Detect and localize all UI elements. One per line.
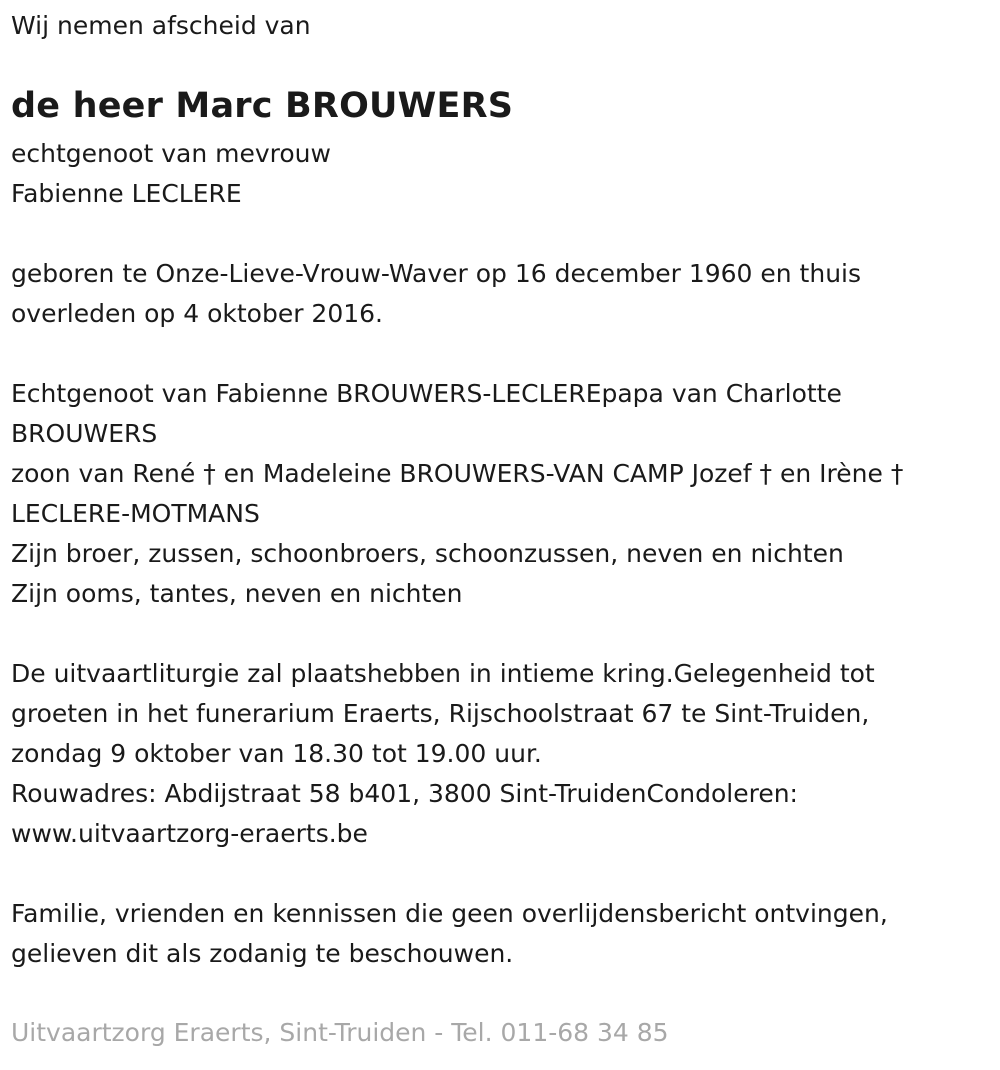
condolence-url: www.uitvaartzorg-eraerts.be (11, 819, 368, 848)
spacer (11, 854, 986, 894)
funeral-line: De uitvaartliturgie zal plaatshebben in intieme kring.Gelegenheid tot (11, 659, 875, 688)
intro-text: Wij nemen afscheid van (11, 11, 311, 40)
birth-line-2: overleden op 4 oktober 2016. (11, 299, 383, 328)
spouse-line-1: echtgenoot van mevrouw (11, 139, 331, 168)
closing-section (11, 894, 986, 974)
family-line: BROUWERS (11, 419, 158, 448)
spacer (11, 214, 986, 254)
family-line: Zijn broer, zussen, schoonbroers, schoonzussen, neven en nichten (11, 539, 844, 568)
family-line: zoon van René † en Madeleine BROUWERS-VAN CAMP Jozef † en Irène † (11, 459, 904, 488)
funeral-line: zondag 9 oktober van 18.30 tot 19.00 uur. (11, 739, 542, 768)
family-line: LECLERE-MOTMANS (11, 499, 260, 528)
birth-line-1: geboren te Onze-Lieve-Vrouw-Waver op 16 december 1960 en thuis (11, 259, 862, 288)
funeral-line: Rouwadres: Abdijstraat 58 b401, 3800 Sint-TruidenCondoleren: (11, 779, 798, 808)
family-line: Echtgenoot van Fabienne BROUWERS-LECLEREpapa van Charlotte (11, 379, 842, 408)
closing-line: Familie, vrienden en kennissen die geen overlijdensbericht ontvingen, (11, 899, 888, 928)
death-notice (11, 6, 986, 974)
spouse-line-2: Fabienne LECLERE (11, 179, 242, 208)
spacer (11, 334, 986, 374)
spacer (11, 614, 986, 654)
footer-credit: Uitvaartzorg Eraerts, Sint-Truiden - Tel. 011-68 34 85 (11, 1018, 669, 1047)
family-section (11, 374, 986, 614)
funeral-line: groeten in het funerarium Eraerts, Rijschoolstraat 67 te Sint-Truiden, (11, 699, 870, 728)
deceased-name: de heer Marc BROUWERS (11, 86, 514, 126)
closing-line: gelieven dit als zodanig te beschouwen. (11, 939, 514, 968)
funeral-section (11, 654, 986, 854)
family-line: Zijn ooms, tantes, neven en nichten (11, 579, 463, 608)
